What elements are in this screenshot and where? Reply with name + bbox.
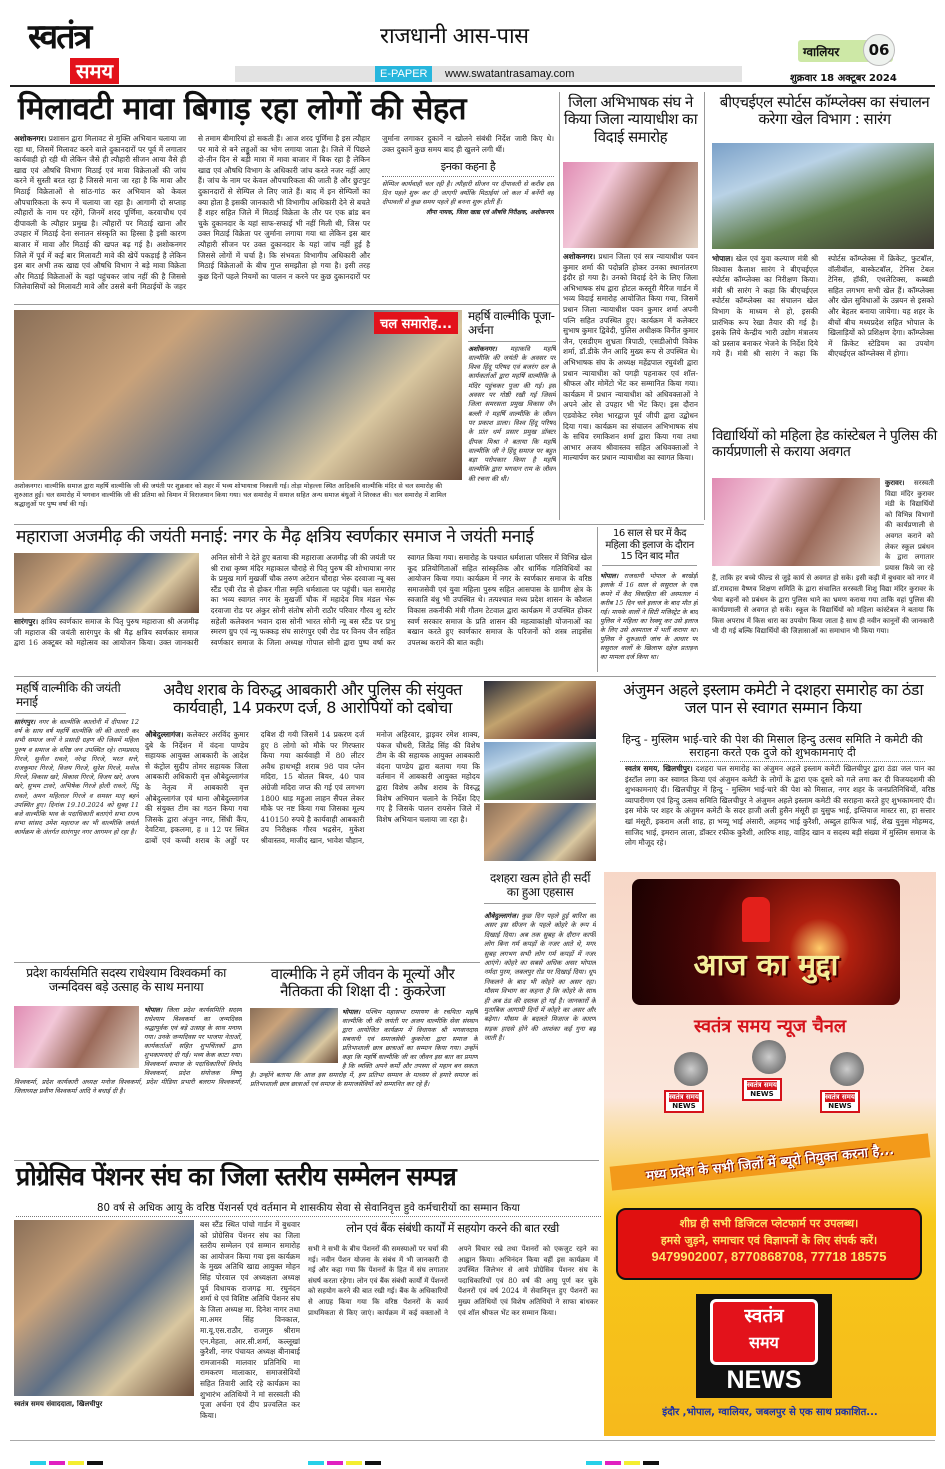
edition-city: ग्वालियर — [803, 45, 840, 59]
mic-news: NEWS — [828, 1102, 852, 1110]
ad-contact-box — [616, 1208, 922, 1280]
judge-dateline: अशोकनगर। — [563, 252, 596, 261]
police-headline: विद्यार्थियों को महिला हेड कांस्टेबल ने पुलिस की कार्यप्रणाली से कराया अवगत — [712, 428, 937, 461]
quote-text: सेम्पिल कार्यवाही चल रही है। त्यौहारी सीजन पर दीपावली से करीब दस दिन पहले शुरू कर दी जाएगी क्योंकि मिठाईयां जो कल में बनेंगी वह दीपावली से कुछ समय पहले ही बनना शुरू होती हैं। — [382, 179, 554, 206]
valmiki-text: नगर के वाल्मीकि कालोनी में दीपावर 12 वर्ष के साथ वर्ष महर्षि वाल्मीकि जी की आरती कर सभी समाज जनों ने प्रसादी ग्रहण की जिसमें महिला पुरुष व समाज के वरिष्ठ जन उपस्थित रहे। रामप्रसाद गिरजे, सुनील रावले, नरेन्द्र गिरजे, भरत सत्ते, राजकुमार गिरजे, विजय गिरजे, सुरेश गिरजे, मनोज गिरजे, विकास खरे, विकास गिरजे, विजय खरे, अजय खरे, सुभम टावरे, अभिषेक गिरजे होली रावले, पिंटू रावले, अमन महिलाल गिरजे व समस्त मातृ बहनें उपस्थित हुए। दिनांक 19.10.2024 को सुबह 11 बजे वाल्मीकि भाव के पदाधिकारी बताएंगे सभा राज्य सभा सांसद उमेश महाराज का भी वाल्मीकि जयंती कार्यक्रम के अंतर्गत सारंगपुर नगर आगमन हो रहा है। — [14, 718, 139, 837]
mic-label — [664, 1090, 704, 1113]
ajmeedh-body — [14, 553, 592, 671]
valmiki-body — [14, 718, 139, 956]
bhel-dateline: भोपाल। — [712, 254, 734, 263]
pension-photo-caption: स्वतंत्र समय संवाददाता, खिलचीपुर — [14, 1400, 103, 1408]
pension-subhead: 80 वर्ष से अधिक आयु के वरिष्ठ पेंशनर्स एवं वर्तमान मे शासकीय सेवा से सेवानिवृत्त हुवे कर्मचारीयों का सम्मान किया — [16, 1200, 601, 1217]
vishwakarma-body — [14, 1006, 242, 1134]
bhel-headline: बीएचईएल स्पोर्टस कॉम्प्लेक्स का संचालन करेगा खेल विभाग : सारंग — [719, 93, 930, 129]
anjuman-text: दशहरा चल समारोह का अंजुमन अहले इस्लाम कमेटी खिलचीपुर द्वारा ठंडा जल पान का इंस्टॉल लगा कर स्वागत किया एवं अंजुमन कमेटी के लोगों के द्वारा एक दूसरे को गले लगा कर दी विजयदशमी की शुभकामनाएं दी। खिलचीपुर में हिन्दु - मुस्लिम भाई-चारे की पेश को मिसाल, नगर शहर के जनप्रतिनिधियों, वरिष्ठ व्यापारीगण एवं हिन्दु उत्सव समिति खिलचीपुर ने अंजुमन अहले इस्लाम कमेटी की सराहना करते हुए शुभकामनाएं दी। इस मोके पर शहर के अंजुमन कमेटी के सदर हाजी अली हुसैन मंसूरी हा युसुफ भाई, इम्तियाज मास्टर सा, हा सत्तार खां मंसूरी, इकराम अली शाह, हा भय्यू भाई अंसारी, अहमद भाई कुरैशी, अब्दुल हाफिज भाई, शेख युनुस मोहम्मद, साजिद भाई, इमरान लाला, डॉक्टर रफीक कुरैशी, आरिफ शाह, वाहिद खान व सदस्य बड़ी संख्या में मुस्लिम समाज के लोग मौजूद रहे। — [625, 764, 935, 848]
ajmeedh-photo — [14, 553, 199, 613]
masthead-rule — [10, 85, 935, 87]
liquor-photo-3 — [484, 803, 596, 861]
mic-brand: स्वतंत्र समय — [747, 1081, 777, 1089]
captive-text: राजधानी भोपाल के बरखेड़ी इलाके में 16 साल से ससुराल के एक कमरे में कैद विवाहिता की अस्पताल में करीब 15 दिन चले इलाज के बाद मौत हो गई। मायके वालों ने सिटी मजिस्ट्रेट के बाद पुलिस ने महिला का रेस्क्यू कर उसे इलाज के लिए उसे अस्पताल में भर्ती कराया था। पुलिस ने शुरुआती जांच के आधार पर ससुराल वालों के खिलाफ दहेज प्रताड़ना का मामला दर्ज किया था। — [600, 572, 698, 661]
bhel-text: खेल एवं युवा कल्याण मंत्री श्री विश्वास कैलाश सारंग ने बीएचईएल स्पोर्टस कॉम्प्लेक्स का निरीक्षण किया। मंत्री श्री सारंग ने कहा कि बीएचईएल स्पोर्टस कॉम्प्लेक्स का संचालन खेल विभाग के माध्यम से हो, इसकी प्रारंभिक रूप रेखा तैयार की गई है। इसके लिये केन्द्रीय भारी उद्योग मंत्रालय को प्रस्ताव बनाकर भेजने के निर्देश दिये गये हैं। मंत्री श्री सारंग ने कहा कि स्पोर्टस कॉम्प्लेक्स में क्रिकेट, फुटबॉल, वॉलीबॉल, बास्केटबॉल, टेनिस टेबल टेनिस, हॉकी, एथलेटिक्स, कब्बडी सहित लगभग सभी खेल हैं। कॉम्प्लेक्स और खेल सुविधाओं के उन्नयन से इसको और बेहतर बनाया जायेगा। यह शहर के बीचों बीच मध्यप्रदेश सहित भोपाल के खिलाड़ियों को प्रशिक्षण देगा। कॉम्प्लेक्स में क्रिकेट स्टेडियम का उपयोग बीएचईएल कॉम्प्लेक्स में होगा। — [712, 254, 934, 359]
vishwakarma-headline: प्रदेश कार्यसमिति सदस्य राधेश्याम विश्वकर्मा का जन्मदिवस बड़े उत्साह के साथ मनाया — [26, 965, 226, 995]
mic-label — [820, 1090, 860, 1113]
epaper-label: E-PAPER — [375, 66, 432, 82]
bottom-rule — [10, 1440, 935, 1441]
quote-title: इनका कहना है — [382, 161, 554, 177]
quote-box — [382, 161, 554, 217]
divider — [14, 676, 936, 677]
liquor-photo-2 — [484, 742, 596, 800]
section-title: राजधानी आस-पास — [380, 24, 529, 49]
liquor-text: कलेक्टर अरविंद कुमार दुबे के निर्देशन में वंदना पाण्डेय सहायक आयुक्त आबकारी के आदेश से कंट्रोल सुदीप तोमर सहायक जिला आबकारी अधिकारी वृत्त औबेदुल्लागंज के नेतृत्व में आबकारी वृत्त औबेदुल्लागंज एवं थाना औबेदुल्लागंज की संयुक्त टीम का गठन किया गया जिसके द्वारा अंजुन नगर, सिंधी कैंप, देवटिया, इकलमा, ह ॥ 12 पर स्थित ढाबों एवं कच्ची शराब के अड्डों पर दबिश दी गयी जिसमें 14 प्रकरण दर्ज हुए 8 लोगो को मौके पर गिरफ्तार किया गया कार्यवाही में 80 लीटर अवैध हाथभट्टी शराब 98 पाव प्लेन मदिरा, 15 बोतल बियर, 40 पाव अंग्रेजी मदिरा जप्त की गई एवं लगभग 1800 धाड़ महुआ लाहन सैंपल लेकर मौके पर नष्ट किया गया जिसका मूल्य 410150 रुपये है कार्यवाही आबकारी उप निरीक्षक गौरव भद्रसेन, मुकेश श्रीवास्तव, माजीद खान, भावेश चौहान, मनोज अहिरवार, ड्राइवर रमेश शाक्य, पंकज चौधरी, जितेंद्र सिंह की विशेष टीम के की सहायक आयुक्त आबकारी वंदना पाण्डेय द्वारा बताया गया कि वर्तमान में आबकारी आयुक्त महोदय द्वारा विशेष अवैध शराब के विरुद्ध विशेष अभियान चलाने के निर्देश दिए गए है जिसके पालन रायसेन जिले में विशेष अभियान चलाया जा रहा है। — [145, 730, 480, 845]
captive-dateline: भोपाल। — [600, 572, 619, 580]
pension-side-headline: लोन एवं बैंक संबंधी कार्यों में सहयोग करने की बात रखी — [346, 1221, 559, 1235]
kukreja-text: पश्चिम महासभा रामायण के रचयिता महर्षि वाल्मीकि जी की जयंती पर अजय वाल्मीकि सेवा संस्थान द्वारा आयोजित कार्यक्रम में विधायक श्री भगवानदास सबनानी एवं समाजसेवी कुकरेजा द्वारा समाज के प्रतिभाशाली छात्र छात्राओं का सम्मान किया गया। उन्होंने कहा कि महर्षि वाल्मीकि जी का जीवन इस बात का प्रमाण है कि व्यक्ति अपने कर्मों और तपस्या से महान बन सकता है। उन्होंने बताया कि आज इस समारोह में, हम प्रतिभा सम्मान के माध्यम से हमारे समाज को प्रतिभाशाली छात्र छात्राओं एवं समाज के समाजसेवियों को सम्मानित कर रहे हैं। — [250, 1008, 478, 1088]
bhel-body — [712, 254, 934, 419]
winter-headline: दशहरा खत्म होते ही सर्दी का हुआ एहसास — [484, 872, 596, 904]
liquor-headline: अवैध शराब के विरुद्ध आबकारी और पुलिस की संयुक्त कार्यवाही, 14 प्रकरण दर्ज, 8 आरोपियों को दबोचा — [163, 680, 462, 718]
judge-photo — [563, 162, 698, 248]
bhel-photo — [712, 143, 934, 249]
puja-story — [468, 310, 556, 520]
procession-caption: अशोकनगर। वाल्मीकि समाज द्वारा महर्षि वाल्मीकि जी की जयंती पर शुक्रवार को शहर में भव्य शोभायात्रा निकाली गई। तोड़ा मोहल्ला स्थित आदिकवि वाल्मीकि मंदिर से चल समारोह की शुरुआत हुई। चल समारोह में भगवान वाल्मीकि जी की प्रतिमा को विमान में विराजमान किया गया। चल समारोह में समाज सहित अन्य समाज बंधुओं ने शिरकत की। चल समारोह में शामिल श्रद्धालुओं पर पुष्प वर्षा की गई। — [14, 482, 447, 508]
pension-side-body — [308, 1244, 598, 1436]
winter-body — [484, 912, 596, 1152]
winter-dateline: औबेदुल्लागंज। — [484, 912, 519, 920]
ad-channel-name: स्वतंत्र समय न्यूज चैनल — [693, 1016, 847, 1037]
kukreja-dateline: भोपाल। — [342, 1008, 361, 1016]
masthead-logo — [28, 18, 143, 86]
captive-headline: 16 साल से घर में कैद महिला की इलाज के दौरान 15 दिन बाद मौत — [602, 528, 697, 566]
mic-icon — [830, 1052, 864, 1086]
procession-photo — [14, 310, 462, 480]
microphones — [664, 1052, 884, 1122]
anjuman-subhead: हिन्दु - मुस्लिम भाई-चारे की पेश की मिसाल हिन्दु उत्सव समिति ने कमेटी की सराहना करते एक दुजे को शुभकामनाएं दी — [620, 733, 925, 762]
divider — [14, 524, 704, 525]
anjuman-dateline: स्वतंत्र समय, खिलचीपुर। — [625, 764, 693, 773]
logo-bottom: समय — [70, 58, 119, 84]
issue-date: शुक्रवार 18 अक्टूबर 2024 — [790, 73, 897, 84]
ad-logo-news: NEWS — [726, 1366, 802, 1394]
registration-marks — [30, 1450, 930, 1469]
quote-attribution: लीना नायक, जिला खाद्य एवं औषधि निरीक्षक, अशोकनगर — [426, 208, 554, 216]
ad-news-logo — [696, 1294, 832, 1398]
liquor-body — [145, 730, 480, 958]
vishwakarma-dateline: भोपाल। — [144, 1006, 163, 1014]
pension-text: बस स्टैंड स्थित पांचो गार्डन में बुधवार को प्रोग्रेसिव पेंशनर संघ का जिला स्तरीय सम्मेलन एवं सम्मान समारोह का आयोजन किया गया इस कार्यक्रम के मुख्य अतिथि खाद्य आयुक्त मोहन सिंह पोरवाल एवं अध्यक्षता अध्यक्ष पूर्व विधायक राजगढ़ मा. रघुनंदन शर्मा थे एवं विशिष्ट अतिथि पेंशनर संघ के जिला अध्यक्ष मा. दिनेश नागर तथा मा.अमर सिंह विनकाल, मा.यू.एस.राठौर, राजगुरु श्रीराम एन.मेहता, आर.सी.शर्मा, कल्लूखां कुरैशी, नगर पंचायत अध्यक्ष बीनाबाई रामजानकी मालवार प्रतिनिधि मा रामकरण मालाकार, समाजसेवियों सहित तिवारी आदि रहे कार्यक्रम का शुभारंभ अतिथियों ने मां सरस्वती की पूजा अर्चना एवं दीप प्रज्वलित कर किया। — [200, 1220, 300, 1420]
ad-logo-mid: समय — [749, 1333, 779, 1352]
ad-tv-panel — [632, 879, 900, 1005]
mic-brand: स्वतंत्र समय — [825, 1093, 855, 1101]
mic-icon — [752, 1040, 786, 1074]
lead-headline: मिलावटी मावा बिगाड़ रहा लोगों की सेहत — [18, 91, 467, 127]
ad-banner: मध्य प्रदेश के सभी जिलों में ब्यूरो नियुक्त करना है... — [610, 1133, 931, 1190]
divider — [14, 962, 480, 963]
ajmeedh-dateline: सारंगपुर। — [14, 617, 39, 626]
police-dateline: कुरावर। — [885, 478, 905, 487]
puja-body — [468, 345, 556, 515]
fist-icon — [742, 897, 770, 942]
ajmeedh-text: क्षत्रिय स्वर्णकार समाज के पितृ पुरुष महाराजा श्री अजमीढ़ जी महाराज की जयंती सारंगपुर के श्री मैढ़ क्षत्रिय स्वर्णकार समाज द्वारा 16 अक्टूबर को महोत्सव का आयोजन किया। उक्त जानकारी अनिल सोनी ने देते हुए बताया की महाराजा अजमीढ़ जी की जयंती पर श्री राधा कृष्ण मंदिर महाकाल चौराहे से पितृ पुरुष की शोभायात्रा नगर के प्रमुख मार्ग मुखर्जी चौक तरुण अटेरान चौराहा भेरू दरवाजा न्यू बस स्टैंड एबी रोड से होकर गीता स्मृति धर्मशाला पर पहुंची। चल समारोह का भव्य स्वागत नगर के मुखर्जी चौक में महादेव मित्र मंडल भेरू दरवाजा रोड पर अंकुर सोनी संतोष सोनी राठौर परिवार गौरव शु स्टोर सहेली कलेक्शन भवान दास सोनी भारत सोनी न्यू बस स्टैंड पर प्रभु स्मरण ग्रुप एवं न्यू फक्कड़ संघ सारंगपुर एबी रोड पर विनय जैन सहित स्वर्णकार समाज के जिला अध्यक्ष गोपाल सोनी द्वारा पुष्प वर्षा कर स्वागत किया गया। समारोह के पश्चात धर्मशाला परिसर में विभिन्न खेल कूद प्रतियोगिताओं सहित सांस्कृतिक और धार्मिक गतिविधियों का आयोजन किया गया। कार्यक्रम में नगर के स्वर्णकार समाज के वरिष्ठ समाजसेवी एवं युवा महिला पुरुष सहित आसपास के ग्रामीण क्षेत्र के स्वजाति बंधु भी उपस्थित थे। तत्पश्चात मध्य प्रदेश शासन के कौशल विकास तकनीकी मंत्री गौतम टेटवाल द्वारा कार्यक्रम में उपस्थित होकर स्वर्ण सरकार समाज के प्रति शासन की महत्वाकांक्षी योजनाओं का बखान करते हुए स्वर्णकार समाज के परिजनों को शस्त्र लाइसेंस उपलब्ध कराने की बात कही। — [14, 553, 592, 648]
divider — [14, 304, 559, 305]
procession-label: चल समारोह... — [374, 312, 458, 334]
valmiki-dateline: सारंगपुर। — [14, 718, 36, 726]
valmiki-headline: महर्षि वाल्मीकि की जयंती मनाई — [16, 682, 126, 714]
liquor-photo-1 — [484, 681, 596, 739]
winter-text: कुछ दिन पहले हुई बारिश का असर इस सीजन के पहले कोहरे के रूप में दिखाई दिया। अब तक सुबह के दौरान काफी लोग बिना गर्म कपड़ों के नजर आते थे, मगर सुबह लगभग सभी लोग गर्म कपड़ों में नजर आएंगे। कोहरे का सबसे अधिक असर भोपाल नर्मदा पुरम, जबलपुर रोड पर दिखाई दिया। धूप निकलने के बाद भी कोहरे का असर रहा। मौसम विभाग का कहना है कि कोहरे के साथ ही अब ठंड की दस्तक हो गई है। जानकारों के मुताबिक आगामी दिनों में कोहरे का असर और बढ़ेगा। मौसम के बदलते मिजाज के कारण सड़क हादसे होने की आशंका कई गुना बढ़ जाती है। — [484, 912, 596, 1043]
anjuman-body — [625, 764, 935, 860]
mic-news: NEWS — [672, 1102, 696, 1110]
pension-side-text: सभी ने सभी के बीच पेंशनरों की समस्याओं पर चर्चा की गई। नवीन पेंशन योजना के संबंध में भी जानकारी दी गई और कहा गया कि पेंशनरों के हित में संघ लगातार संघर्ष करता रहेगा। लोन एवं बैंक संबंधी कार्यों में पेंशनरों को सहयोग करने की बात रखी गई। बैंक के अधिकारियों से आग्रह किया गया कि वरिष्ठ पेंशनरों के कार्य प्राथमिकता से किए जाएं। कार्यक्रम में कई वक्ताओं ने अपने विचार रखे तथा पेंशनरों को एकजुट रहने का आह्वान किया। अभिनंदन किया वहीं इस कार्यक्रम में उपस्थित जिलेभर से आये प्रोग्रेसिव पेंशनर संघ के पदाधिकारियों एवं 80 वर्ष की आयु पूर्ण कर चुके पेंशनरों एवं वर्ष 2024 में सेवानिवृत्त हुए पेंशनरों का मुख्य अतिथियों एवं विशेष अतिथियों ने साफा बांधकर एवं शॉल श्रीफल भेंट कर सम्मान किया। — [308, 1245, 598, 1317]
page-number: 06 — [863, 34, 895, 66]
pension-photo — [14, 1220, 194, 1396]
police-photo — [712, 478, 880, 566]
vishwakarma-text: जिला प्रदेश कार्यसमिति सदस्य राधेश्याम विश्वकर्मा का जन्मदिवस श्रद्धापूर्वक एवं बड़े उत्साह के साथ मनाया गया। उनके जन्मदिवस पर भाजपा नेताओं, कार्यकर्ताओं सहित शुभचिंतकों द्वारा शुभकामनाएं दी गईं। भव्य केक काटा गया। विश्वकर्मा समाज के पदाधिकारियों विनोद विश्वकर्मा, प्रदेश संयोजक विष्णु विश्वकर्मा, प्रदेश कार्यकारी अध्यक्ष मनोज विश्वकर्मा, प्रदेश मीडिया प्रभारी बलराम विश्वकर्मा, जिलाध्यक्ष प्रवीण विश्वकर्मा आदि ने बधाई दी है। — [14, 1006, 242, 1095]
mic-icon — [674, 1052, 708, 1086]
mic-label — [742, 1078, 782, 1101]
site-url[interactable]: www.swatantrasamay.com — [445, 68, 575, 80]
divider — [14, 1160, 599, 1161]
puja-text: महाकवि महर्षि वाल्मीकि की जयंती के अवसर पर विश्व हिंदू परिषद एवं बजरंग दल के कार्यकर्ताओं द्वारा महर्षि वाल्मीकि के मंदिर पहुंचकर पूजा की गई। इस अवसर पर गोष्ठी रखी गई जिसमें जिला समरसता प्रमुख विकास जैन बल्ली ने महर्षि वाल्मीकि के जीवन पर प्रकाश डाला। विश्व हिंदू परिषद के प्रांत धर्म प्रसार प्रमुख डॉक्टर दीपक मिश्रा ने बताया कि महर्षि वाल्मीकि जी ने हिंदू समाज पर बहुत बड़ा परोपकार किया है महर्षि वाल्मीकि द्वारा भगवान राम के जीवन की रचना की थी। — [468, 344, 556, 483]
lead-dateline: अशोकनगर। — [14, 134, 47, 143]
ad-tv-title: आज का मुद्दा — [693, 948, 839, 983]
pension-body — [200, 1220, 300, 1435]
ajmeedh-headline: महाराजा अजमीढ़ की जयंती मनाई: नगर के मैढ़ क्षत्रिय स्वर्णकार समाज ने जयंती मनाई — [16, 527, 534, 547]
kukreja-body — [250, 1008, 478, 1134]
lead-body — [14, 134, 554, 302]
ad-logo-top: स्वतंत्र — [744, 1305, 784, 1327]
ad-logo-red — [710, 1299, 818, 1365]
liquor-dateline: औबेदुल्लागंज। — [145, 730, 184, 739]
lead-text: प्रशासन द्वारा मिलावट से मुक्ति अभियान चलाया जा रहा था, जिसमें मिलावट करने वाले दुकानदारों पर पूर्व में लगातार कार्यवाही हो रही थी लेकिन जैसे ही त्यौहारी सीजन आया वैसे ही खाद्य एवं औषधि विभाग मिठाई एवं मावा विक्रेताओं की जांच करने में सुस्ती बरत रहा है जिससे माना जा रहा है कि मावा और मिठाई विक्रेताओं से सांठ-गांठ कर अभियान को केवल औपचारिकता के रूप में चलाया जा रहा है। आगामी दो सप्ताह त्यौहारों के नाम पर रहेंगे, जिनमें शरद पूर्णिमा, करवाचौथ एवं दीपावली के त्यौहार प्रमुख है। त्यौहारों पर मिठाई खाना और उपहार में मिठाई देना सनातन संस्कृति का हिस्सा है इसी कारण बाजार में मावा और मिठाई की खपत बढ़ गई है। अशोकनगर जिले में पूर्व में कई बार मिलावटी मावे की खेपें पकड़ाई है लेकिन इस बार अभी तक खाद्य एवं औषधि विभाग ने बड़े मावा विक्रेता और मिठाई विक्रेताओं के यहां पहुंचकर जांच नहीं की है जिससे जिलेवासियों को मिलावटी मावे और उससे बनी मिठाईयों के जहर से तमाम बीमारियां हो सकती हैं। आज शरद पूर्णिमा है इस त्यौहार पर मावे से बने लड्डूओं का भोग लगाया जाता है। जिले में पिछले दो-तीन दिन से बड़ी मात्रा में मावा बाजार में बिक रहा है लेकिन खाद्य एवं औषधि विभाग के अधिकारी जांच करते नजर नहीं आए हैं। जांच के नाम पर केवल औपचारिकता की जाती है और छुटपुट दुकानदारों से सेम्पिल ले लिए जाते हैं। बाद में इन सेम्पिलों का क्या होता है इसकी जानकारी भी विभागीय अधिकारी देने से बचते हैं शहर सहित जिले में मिठाई विक्रेता के तौर पर एक ब्रांड बन चुके दुकानदार के यहां साफ-सफाई भी नहीं मिली थी, जिस पर उक्त मिठाई विक्रेता पर जुर्माना लगाया गया था लेकिन इस बार त्यौहारी सीजन पर उक्त दुकानदार के यहां जांच नहीं हुई है जिससे लोगों में चर्चा है। कि संभवतः विभागीय अधिकारी और मिठाई विक्रेताओं के बीच गुप्त समझौता हो गया है। इसी तरह कुछ दिनों पहले नियमों का पालन न करने पर कुछ दुकानदारों पर जुर्माना लगाकर दुकानें न खोलने संबंधी निर्देश जारी किए थे। उक्त दुकानें कुछ समय बाद ही खुलने लगी थीं। — [14, 134, 554, 292]
kukreja-photo — [250, 1008, 338, 1063]
news-channel-ad — [604, 872, 936, 1436]
mic-news: NEWS — [750, 1090, 774, 1098]
edition-badge — [798, 40, 893, 62]
police-body — [712, 478, 934, 670]
mic-brand: स्वतंत्र समय — [669, 1093, 699, 1101]
vishwakarma-photo — [14, 1006, 139, 1068]
police-text: सरस्वती विद्या मंदिर कुरावर मंडी के विद्यार्थियों को विभिन्न विभागों की कार्यप्रणाली से अवगत कराने को लेकर स्कूल प्रबंधन के द्वारा लगातार प्रयास किये जा रहे हैं, ताकि हर बच्चे फील्ड से जुड़े कार्य से अवगत हो सके। इसी कड़ी में बुधवार को नगर में डॉ.रामदास वैष्णव शिक्षण समिति के द्वारा संचालित सरस्वती शिशु विद्या मंदिर कुरावर के भैया बहनों को प्रबंधन के द्वारा पुलिस थाने का भ्रमण कराया गया ताकि वहां पुलिस की कार्यप्रणाली से अवगत हो सकें। स्कूल के विद्यार्थियों को महिला कांस्टेबल ने बताया कि किस अपराध में किस धारा का उपयोग किया जाता है साथ ही नवीन कानूनों की जानकारी भी दी गई बल्कि विद्यार्थियों की जिज्ञासाओं का समाधान भी किया गया। — [712, 479, 934, 636]
epaper-bar — [235, 66, 742, 82]
ad-footer: इंदौर ,भोपाल, ग्वालियर, जबलपुर से एक साथ प्रकाशित... — [662, 1407, 878, 1418]
ad-line-1: शीघ्र ही सभी डिजिटल प्लेटफार्म पर उपलब्ध। — [679, 1217, 859, 1230]
puja-headline: महर्षि वाल्मीकि पूजा-अर्चना — [468, 310, 556, 342]
ad-phones[interactable]: 9479902007, 8770868708, 77718 18575 — [651, 1249, 887, 1264]
kukreja-headline: वाल्मीकि ने हमें जीवन के मूल्यों और नैतिकता की शिक्षा दी : कुकरेजा — [270, 965, 455, 1001]
divider — [597, 527, 598, 672]
divider — [704, 92, 705, 520]
judge-headline: जिला अभिभाषक संघ ने किया जिला न्यायाधीश का विदाई समारोह — [563, 93, 698, 146]
anjuman-headline: अंजुमन अहले इस्लाम कमेटी ने दशहरा समारोह का ठंडा जल पान से स्वागत सम्मान किया — [622, 680, 924, 718]
logo-top: स्वतंत्र — [28, 17, 91, 57]
ad-line-2: हमसे जुड़ने, समाचार एवं विज्ञापनों के लिए संपर्क करें। — [660, 1234, 878, 1247]
judge-body — [563, 252, 698, 518]
judge-text: प्रधान जिला एवं सत्र न्यायाधीश पवन कुमार शर्मा की पदोन्नति होकर उनका स्थानांतरण इंदौर हो गया है। उनको विदाई देने के लिए जिला अभिभाषक संघ द्वारा होटल कस्तूरी मैरिज गार्डन में भव्य विदाई समारोह आयोजित किया गया, जिसमें प्रधान जिला न्यायाधीश पवन कुमार शर्मा अपनी पत्नि सहित उपस्थित हुए। कार्यक्रम में कलेक्टर सुभाष कुमार द्विवेदी, पुलिस अधीक्षक विनीत कुमार जैन, एसडीएम शुभ्रता त्रिपाठी, एसडीओपी विवेक शर्मा, डॉ.डीके जैन आदि मुख्य रूप से उपस्थित थे। अभिभाषक संघ के अध्यक्ष महेंद्रपाल रघुवंशी द्वारा प्रधान न्यायाधीश को पगड़ी पहनाकर एवं शॉल-श्रीफल और मोमेंटो भेंट कर सम्मानित किया गया। कार्यक्रम में प्रधान न्यायाधीश को अधिवक्ताओं ने अपने ओर से उपहार भी भेंट किए। इस दौरान एडवोकेट रमेश भारद्वाज पूर्व जीपी द्वारा उद्बोधन दिया गया। कार्यक्रम का संचालन अभिभाषक संघ के सचिव रमाकिशन शर्मा द्वारा किया गया तथा आभार अजय श्रीवास्तव सहित अधिवक्ताओं ने माल्यार्पण कर प्रधान न्यायाधीश का स्वागत किया। — [563, 252, 698, 463]
captive-body — [600, 572, 698, 672]
puja-dateline: अशोकनगर। — [468, 344, 497, 353]
divider — [559, 92, 560, 520]
pension-headline: प्रोग्रेसिव पेंशनर संघ का जिला स्तरीय सम्मेलन सम्पन्न — [16, 1162, 456, 1191]
